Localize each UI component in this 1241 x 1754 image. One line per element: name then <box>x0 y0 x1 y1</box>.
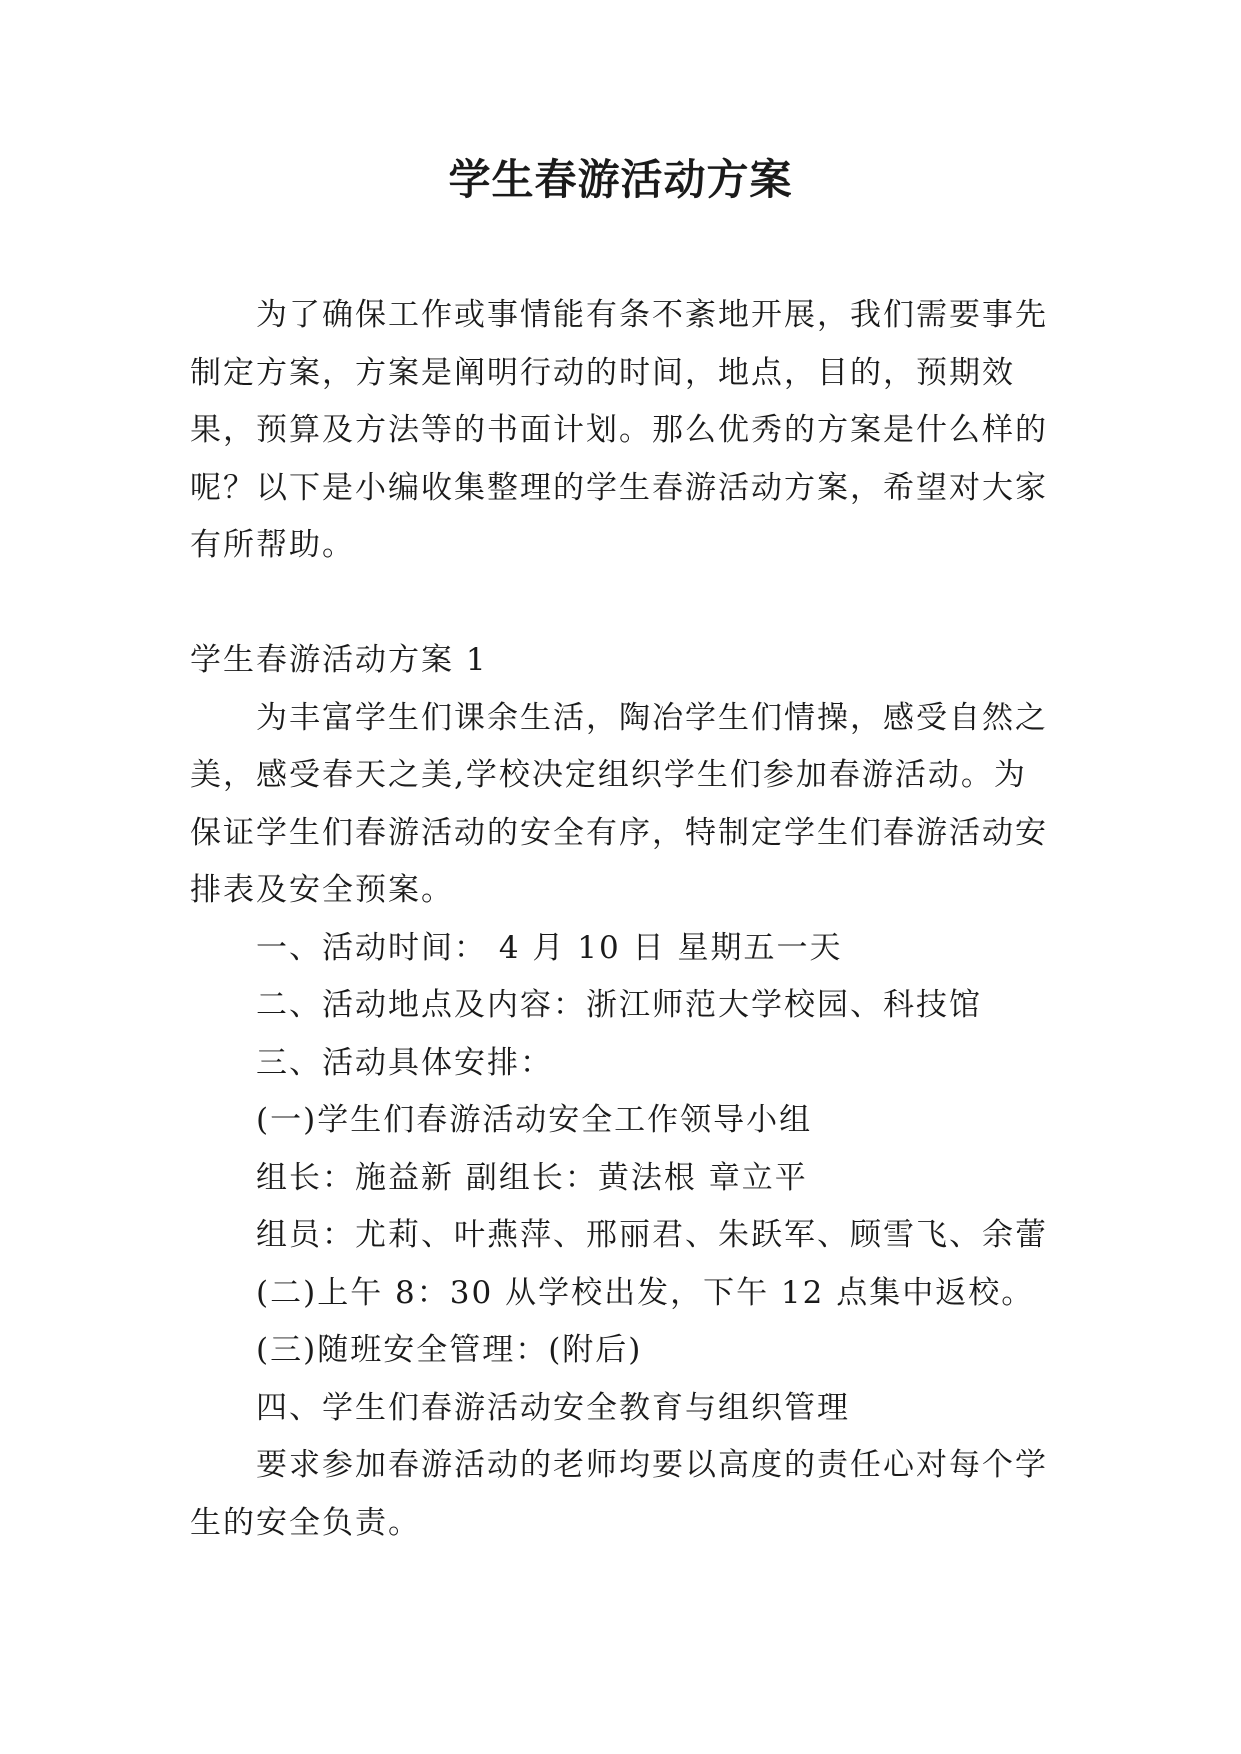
list-item-arrangement-heading: 三、活动具体安排： <box>256 1044 553 1081</box>
paragraph-spacer <box>190 575 1050 633</box>
list-item-group-members: 组员：尤莉、叶燕萍、邢丽君、朱跃军、顾雪飞、余蕾 <box>256 1217 1048 1253</box>
intro-paragraph: 为了确保工作或事情能有条不紊地开展，我们需要事先制定方案，方案是阐明行动的时间，地点，目的，预期效果，预算及方法等的书面计划。那么优秀的方案是什么样的呢？以下是小编收集整理的学生春游活动方案，希望对大家有所帮助。 <box>190 297 1048 563</box>
document-body <box>190 287 1050 1552</box>
document-title: 学生春游活动方案 <box>448 155 793 204</box>
list-item-leadership-group: (一)学生们春游活动安全工作领导小组 <box>256 1102 813 1138</box>
list-item-safety-management: (三)随班安全管理：(附后) <box>256 1332 643 1368</box>
section-paragraph: 为丰富学生们课余生活，陶冶学生们情操，感受自然之美，感受春天之美,学校决定组织学生们参加春游活动。为保证学生们春游活动的安全有序，特制定学生们春游活动安排表及安全预案。 <box>190 699 1048 908</box>
list-item-schedule: (二)上午 8：30 从学校出发，下午 12 点集中返校。 <box>256 1274 1035 1311</box>
closing-paragraph: 要求参加春游活动的老师均要以高度的责任心对每个学生的安全负责。 <box>190 1447 1048 1541</box>
list-item-activity-location: 二、活动地点及内容：浙江师范大学校园、科技馆 <box>256 987 982 1023</box>
list-item-safety-education: 四、学生们春游活动安全教育与组织管理 <box>256 1389 850 1426</box>
section-heading: 学生春游活动方案 1 <box>190 642 488 678</box>
list-item-group-leaders: 组长：施益新 副组长：黄法根 章立平 <box>256 1159 808 1196</box>
list-item-activity-time: 一、活动时间： 4 月 10 日 星期五一天 <box>256 929 843 966</box>
